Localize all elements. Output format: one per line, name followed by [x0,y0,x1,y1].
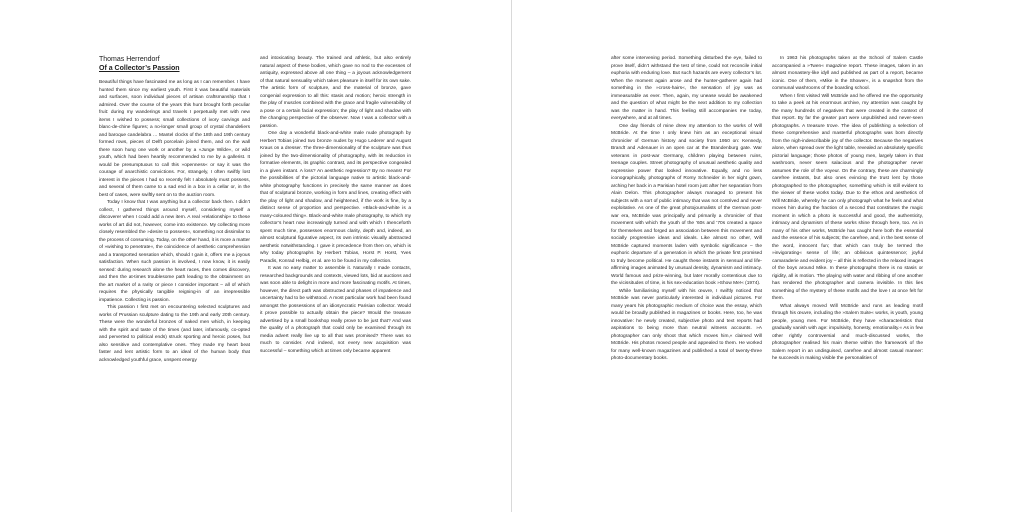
page-fold [511,0,512,512]
paragraph: Today I know that I was anything but a collector back then. I didn’t collect, I gathered things around myself, considering myself a discoverer when I could add a new item. A real »relationship« to these works of art did not, however, come into existence. My collecting more closely resembled the »desire to possess«, something not dissimilar to the process of consuming. Today, on the other hand, it is more a matter of »wishing to penetrate«, the coincidence of aesthetic comprehension and a transported sensation which, should I gain it, offers me a joyous satisfaction. When such passion is involved, I now know, it is easily sensed: during research alone the heart races, then comes discovery, and then the at-times troublesome path leading to the obtainment on the art market of a rarity or piece I consider important – all of which requires the physically tangible reigning-in of an irrepressible impatience. Collecting is passion. [99,200,250,303]
paragraph: after some intervening period. Something disturbed the eye, failed to prove itself, didn’t withstand the test of time, could not reconcile initial euphoria with enduring love. But such hazards are every collector’s lot. When the moment again arose and the hunter-gatherer again had something in the »cross-hairs«, the sensation of joy was as immeasurable as ever. Then, again, my unease would be awakened and the question of what might be the next addition to my collection was the matter in hand. This feeling still accompanies me today, everywhere, and at all times. [611,56,762,121]
paragraph: In 1963 his photographs taken at the School of Salem Castle accompanied a »Twen« magazine report. These images, taken in an almost monastery-like idyll and published as part of a report, became iconic. One of them, »Mike in the Shower«, is a snapshot from the communal washrooms of the boarding school. [772,56,923,91]
paragraph: One day a wonderful black-and-white male nude photograph by Herbert Tobias joined two bronze nudes by Hugo Lederer and August Kraus on a dresser. The three-dimensionality of the sculpture was thus joined by the two-dimensionality of photography, with its reduction in formative elements, its graphic contrast, and its perspective congealed in a given instant. A loss? An aesthetic regression? By no means! For the possibilities of the pictorial language native to artistic black-and-white photography functions in precisely the same manner as does that of sculptural bronze, working in form and lines, creating effect with the play of light and shadow, and heightened, if the work is fine, by a distinct sense of proportion and perspective. »Black-and-white is a many-coloured thing«. Black-and-white male photography, to which my collector’s heart now increasingly turned and with which I thenceforth spent much time, possesses enormous clarity, depth and, indeed, an almost sculptural figurative aspect, its own intrinsic visually abstracted aesthetic notwithstanding. I gave it precedence from then on, which is why today photographs by Herbert Tobias, Horst P. Horst, Yves Paradis, Konrad Helbig, et al. are to be found in my collection. [260,131,411,264]
paragraph: One day friends of mine drew my attention to the works of Will McBride. At the time I only knew him as an exceptional visual chronicler of German history and society from 1950 on: Kennedy, Brandt and Adenauer in an open car at the Brandenburg gate. War veterans in post-war Germany, children playing between ruins, teenage couples. Street photography of unusual aesthetic quality and expressive power that looked innovative. Equally, and no less iconographically, photographs of Romy Schneider in her night gown, arching her back in a Parisian hotel room just after her separation from Alain Delon. This photographer always managed to present his subjects with a sort of public intimacy that was not contrived and never exploitative. As one of the great photojournalists of the German post-war era, McBride was principally and primarily a chronicler of that movement with which the youth of the ’60s and ’70s created a space for themselves and forged an association between this movement and socially progressive ideas and ideals. Like almost no other, Will McBride captured moments laden with symbolic significance – the euphoric departure of a generation in which the private first promised to truly become political. He caught these instants in sensual and life-affirming images animated by unusual density, dynamism and intimacy. World famous and prize-winning, but later morally contentious due to the vicissitudes of time, is his sex-education book »Show Me!« (1974). [611,123,762,286]
article-title: Of a Collector’s Passion [99,65,180,72]
article-heading [99,55,259,73]
text-column-1 [99,79,250,506]
paragraph: It was no easy matter to assemble it. Naturally I made contacts, researched backgrounds and contexts, viewed lots, bid at auctions and was soon able to delight in more and more fascinating motifs. At times, however, the direct path was obstructed and phases of impatience and uncertainty had to be withstood. A most particular work had been found amongst the possessions of an idiosyncratic Parisian collector. Would it prove possible to actually obtain the piece? Would the treasure advertised by a small bookshop really prove to be just that? And was the quality of a photograph that could only be examined through its media advert really live up to all that was promised? There was so much to consider. And indeed, not every new acquisition was successful – something which at times only became apparent [260,266,411,354]
text-column-4 [772,55,923,506]
text-column-2 [260,55,411,506]
paragraph: and intoxicating beauty. The trained and athletic, but also entirely natural aspect of these bodies, which gave no nod to the excesses of antiquity, expressed above all one thing – a joyous acknowledgement of that natural sensuality which takes pleasure in itself for its own sake. The artistic form of sculpture, and the material of bronze, gave congenial expression to all this: stasis and motion; heroic strength in the play of muscles combined with the grace and fragile vulnerability of a pose or a certain facial expression; the play of light and shadow with the changing perspective of the observer. Now I was a collector with a passion. [260,56,411,129]
paragraph: What always moved Will McBride and runs as leading motif through his œuvre, including the »Salem Suite« works, is youth, young people, young men. For McBride, they have »characteristics that gradually vanish with age: impulsivity, honesty, emotionality.« As in few other rightly controversial and much-discussed works, the photographer realised his main theme within the framework of the Salem report in an undisguised, carefree and almost casual manner: he succeeds in making visible the personalities of [772,303,923,361]
paragraph: Beautiful things have fascinated me as long as I can remember. I have hunted them since my earliest youth. First it was beautiful materials and surfaces, soon individual pieces of artisan craftsmanship that I admired. Over the course of the years this hunt brought forth peculiar fruit: during my wanderings and travels I perpetually met with new items I wished to possess; small collections of ivory carvings and blanc-de-chine figures; a no-longer small group of crystal chandeliers and baroque candelabra … Mantel clocks of the 18th and 19th century formed rows, pieces of Delft porcelain joined them, and on the wall there soon hung one work or another by a »Junge Wilde«, or wild youth, which had been heartily recommended to me by a gallerist. It would be presumptuous to call this »openness« or say it was the courage of anarchistic convictions. For, strangely, I often swiftly lost interest in the pieces I had so recently felt I absolutely must possess, and several of them came to a sad end in a box in a cellar or, in the best of cases, were swiftly sent on to the auction room. [99,80,250,198]
paragraph: This passion I first met on encountering selected sculptures and works of Prussian sculpture dating to the 19th and early 20th century. These were the wonderful bronzes of naked men which, in keeping with the spirit and taste of the times (and later, infamously, co-opted and perverted to political ends) struck sporting and heroic poses, but also sensitive and contemplative ones. They made my heart beat faster and lent artistic form to an ideal of the human body that acknowledged youthful grace, unspent energy [99,305,250,363]
paragraph: While familiarising myself with his œuvre, I swiftly noticed that McBride was never particularly interested in individual pictures. For many years his photographic medium of choice was the essay, which would be broadly published in magazines or books. Here, too, he was innovative: he newly created, subjective photo and text reports had aspirations to being more than neutral witness accounts. »A photographer can only shoot that which moves him,« claimed Will McBride. His photos moved people and appealed to them. He worked for many well-known magazines and published a total of twenty-three photo-documentary books. [611,288,762,361]
article-author: Thomas Herrendorf [99,56,160,63]
text-column-3 [611,55,762,506]
paragraph: When I first visited Will McBride and he offered me the opportunity to take a peek at his enormous archive, my attention was caught by the many hundreds of negatives that were created in the context of that report. By far the greater part were unpublished and never-seen photographs. A treasure trove. The idea of publishing a selection of these comprehensive and masterful photographs was born directly from the nigh-indescribable joy of the collector. Because the negatives alone, when spread over the light table, revealed an absolutely specific pictorial language; those photos of young men, largely taken in that washroom, never seem salacious and the photographer never assumes the role of the voyeur. On the contrary, these are charmingly carefree instants, but also ones evincing the trust lent by those photographed to the photographer, something which is still evident to the viewer of these works today. Due to the ethos and aesthetics of Will McBride, whereby he can only photograph what he feels and what moves him during the fraction of a second that constitutes the magic moment in which a photo is successful and good, the authenticity, intimacy and dynamism of these works shine through here, too. As in many of his other works, McBride has caught here both the essential and the essence of his subjects; the carefree, and, in the best sense of the word, innocent fun; that which can truly be termed the »invigorating« sense of life; an oblivious quintessence; joyful camaraderie and evident joy – all this is reflected in the relaxed images of the boys around Mike. In these photographs there is no stasis or rigidity, all is motion. The playing with water and ribbing of one another has rendered the photographer and camera invisible. In this lies something of the mystery of these motifs and the love I at once felt for them. [772,93,923,301]
